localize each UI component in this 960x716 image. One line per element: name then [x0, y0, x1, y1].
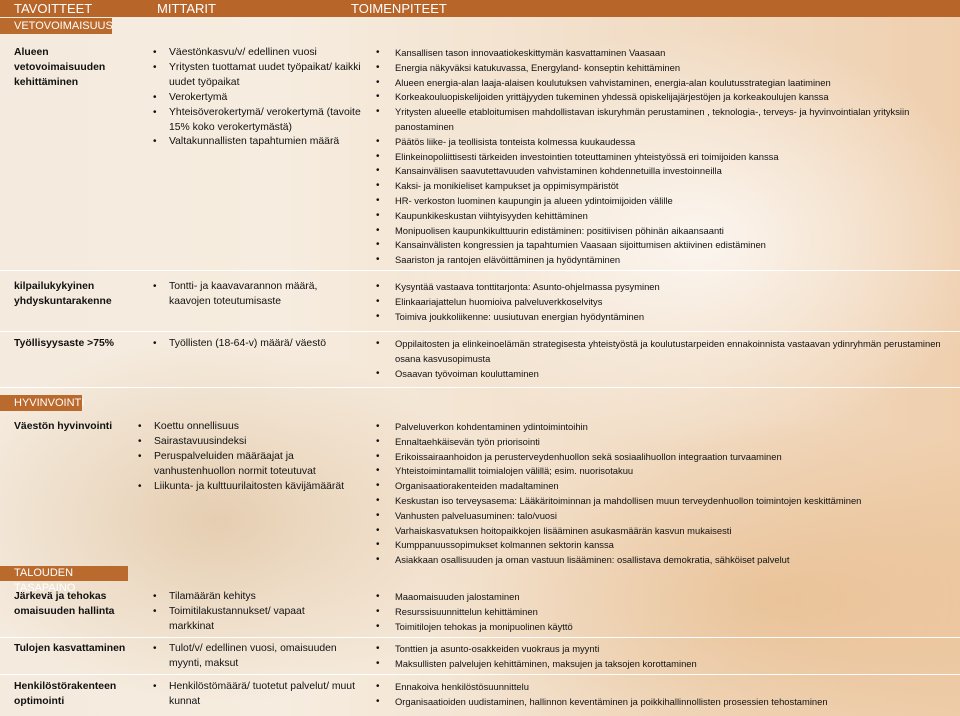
action-item: • Vanhusten palveluasuminen: talo/vuosi	[373, 509, 958, 524]
action-item: • Elinkaariajattelun huomioiva palveluverkkoselvitys	[373, 295, 958, 310]
section-talouden-tasapaino: TALOUDEN TASAPAINO	[0, 566, 128, 581]
action-item: • Varhaiskasvatuksen hoitopaikkojen lisääminen asukasmäärän kasvun mukaisesti	[373, 524, 958, 539]
actions-list-henkilosto	[373, 680, 958, 710]
metric-item: • Toimitilakustannukset/ vapaat markkinat	[150, 605, 330, 635]
metrics-list-vetovoima	[150, 46, 375, 150]
row-divider	[0, 637, 960, 638]
goal-tyollisyysaste: Työllisyysaste >75%	[14, 338, 115, 349]
action-item: • Ennaltaehkäisevän työn priorisointi	[373, 435, 958, 450]
metric-item: • Tulot/v/ edellinen vuosi, omaisuuden myynti, maksut	[150, 642, 370, 672]
metric-item: • Henkilöstömäärä/ tuotetut palvelut/ muut kunnat	[150, 680, 360, 710]
action-item: • Palveluverkon kohdentaminen ydintoimintoihin	[373, 420, 958, 435]
header-metrics: MITTARIT	[157, 1, 216, 16]
action-item: • Resurssisuunnittelun kehittäminen	[373, 605, 958, 620]
action-item: • Maksullisten palvelujen kehittäminen, maksujen ja taksojen korottaminen	[373, 657, 958, 672]
metric-item: • Valtakunnallisten tapahtumien määrä	[150, 135, 375, 150]
goal-henkilostorakenne: Henkilöstörakenteen optimointi	[14, 681, 117, 707]
metric-item: • Väestönkasvu/v/ edellinen vuosi	[150, 46, 375, 61]
metrics-list-omaisuus	[150, 590, 330, 635]
action-item: • Monipuolisen kaupunkikulttuurin edistäminen: positiivisen pöhinän aikaansaanti	[373, 224, 958, 239]
actions-list-vetovoima	[373, 46, 958, 268]
metrics-list-tyollisyys	[150, 337, 375, 352]
metric-item: • Koettu onnellisuus	[135, 420, 355, 435]
actions-list-yhdyskuntarakenne	[373, 280, 958, 324]
action-item: • Toimiva joukkoliikenne: uusiutuvan energian hyödyntäminen	[373, 310, 958, 325]
action-item: • Korkeakouluopiskelijoiden yrittäjyyden tukeminen yhdessä opiskelijajärjestöjen ja korkeakoulujen kanssa	[373, 90, 958, 105]
actions-list-tulot	[373, 642, 958, 672]
action-item: • Päätös liike- ja teollisista tonteista kolmessa kuukaudessa	[373, 135, 958, 150]
action-item: • Oppilaitosten ja elinkeinoelämän strategisesta yhteistyöstä ja koulutustarpeiden ennakoinnista vastaavan ydinryhmän perustaminen osana kasvusopimusta	[373, 337, 958, 367]
row-divider	[0, 674, 960, 675]
action-item: • Keskustan iso terveysasema: Lääkäritoiminnan ja mahdollisen muun terveydenhuollon toimintojen keskittäminen	[373, 494, 958, 509]
goal-omaisuuden-hallinta: Järkevä ja tehokas omaisuuden hallinta	[14, 591, 115, 617]
row-divider	[0, 331, 960, 332]
action-item: • Kysyntää vastaava tonttitarjonta: Asunto-ohjelmassa pysyminen	[373, 280, 958, 295]
action-item: • Yhteistoimintamallit toimialojen välillä; esim. nuorisotakuu	[373, 464, 958, 479]
goal-vetovoima: Alueen vetovoimaisuuden kehittäminen	[14, 47, 106, 88]
header-actions: TOIMENPITEET	[351, 1, 447, 16]
metric-item: • Peruspalveluiden määräajat ja vanhustenhuollon normit toteutuvat	[135, 450, 355, 480]
section-vetovoimaisuus: VETOVOIMAISUUS	[0, 18, 112, 34]
row-divider	[0, 387, 960, 388]
action-item: • Ennakoiva henkilöstösuunnittelu	[373, 680, 958, 695]
metric-item: • Tilamäärän kehitys	[150, 590, 330, 605]
metric-item: • Yhteisöverokertymä/ verokertymä (tavoite 15% koko verokertymästä)	[150, 106, 375, 136]
action-item: • Saariston ja rantojen elävöittäminen ja hyödyntäminen	[373, 253, 958, 268]
actions-list-omaisuus	[373, 590, 958, 634]
metric-item: • Työllisten (18-64-v) määrä/ väestö	[150, 337, 375, 352]
goal-yhdyskuntarakenne: kilpailukykyinen yhdyskuntarakenne	[14, 281, 112, 307]
action-item: • Kaupunkikeskustan viihtyisyyden kehittäminen	[373, 209, 958, 224]
metrics-list-henkilosto	[150, 680, 360, 710]
metric-item: • Yritysten tuottamat uudet työpaikat/ kaikki uudet työpaikat	[150, 61, 375, 91]
action-item: • Tonttien ja asunto-osakkeiden vuokraus ja myynti	[373, 642, 958, 657]
metric-item: • Tontti- ja kaavavarannon määrä, kaavojen toteutumisaste	[150, 280, 360, 310]
action-item: • Alueen energia-alan laaja-alaisen koulutuksen vahvistaminen, energia-alan koulutusstrategian laatiminen	[373, 76, 958, 91]
goal-tulojen-kasvattaminen: Tulojen kasvattaminen	[14, 643, 126, 654]
metric-item: • Sairastavuusindeksi	[135, 435, 355, 450]
action-item: • Energia näkyväksi katukuvassa, Energyland- konseptin kehittäminen	[373, 61, 958, 76]
action-item: • Kumppanuussopimukset kolmannen sektorin kanssa	[373, 538, 958, 553]
actions-list-tyollisyys	[373, 337, 958, 381]
action-item: • Osaavan työvoiman kouluttaminen	[373, 367, 958, 382]
action-item: • Kaksi- ja monikieliset kampukset ja oppimisympäristöt	[373, 179, 958, 194]
metric-item: • Liikunta- ja kulttuurilaitosten kävijämäärät	[135, 480, 355, 495]
action-item: • Organisaatioiden uudistaminen, hallinnon keventäminen ja poikkihallinnollisten prosessien tehostaminen	[373, 695, 958, 710]
action-item: • Toimitilojen tehokas ja monipuolinen käyttö	[373, 620, 958, 635]
row-divider	[0, 270, 960, 271]
action-item: • Erikoissairaanhoidon ja perusterveydenhuollon sekä sosiaalihuollon integraation turvaaminen	[373, 450, 958, 465]
action-item: • Kansainvälisten kongressien ja tapahtumien Vaasaan sijoittumisen aktiivinen edistäminen	[373, 238, 958, 253]
metrics-list-hyvinvointi	[135, 420, 355, 495]
table-header-bar	[0, 0, 960, 17]
action-item: • Yritysten alueelle etabloitumisen mahdollistavan iskuryhmän perustaminen , teknologia-, terveys- ja hyvinvointialan yrityksiin panostaminen	[373, 105, 958, 135]
action-item: • Kansallisen tason innovaatiokeskittymän kasvattaminen Vaasaan	[373, 46, 958, 61]
metric-item: • Verokertymä	[150, 91, 375, 106]
goal-vaeston-hyvinvointi: Väestön hyvinvointi	[14, 421, 113, 432]
action-item: • Kansainvälisen saavutettavuuden vahvistaminen kohdennetuilla investoinneilla	[373, 164, 958, 179]
action-item: • Asiakkaan osallisuuden ja oman vastuun lisääminen: osallistava demokratia, sähköiset palvelut	[373, 553, 958, 568]
header-goals: TAVOITTEET	[14, 1, 93, 16]
action-item: • HR- verkoston luominen kaupungin ja alueen ydintoimijoiden välille	[373, 194, 958, 209]
metrics-list-yhdyskuntarakenne	[150, 280, 360, 310]
actions-list-hyvinvointi	[373, 420, 958, 568]
section-hyvinvointi: HYVINVOINTI	[0, 395, 82, 411]
action-item: • Elinkeinopoliittisesti tärkeiden investointien toteuttaminen yhteistyössä eri toimijoiden kanssa	[373, 150, 958, 165]
action-item: • Organisaatiorakenteiden madaltaminen	[373, 479, 958, 494]
action-item: • Maaomaisuuden jalostaminen	[373, 590, 958, 605]
metrics-list-tulot	[150, 642, 370, 672]
